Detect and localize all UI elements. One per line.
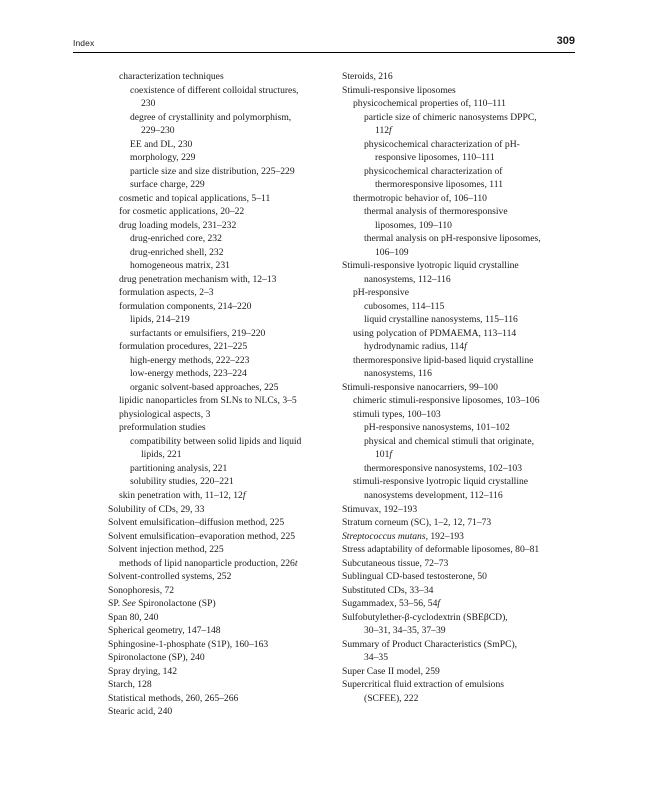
index-entry-text: 101 [375,449,390,461]
index-entry-text: nanosystems, 112–116 [364,273,451,285]
index-entry [108,97,333,111]
index-entry-text: , 192–193 [425,530,464,542]
index-entry [108,503,333,517]
locator-suffix: f [242,489,246,501]
index-entry [342,448,572,462]
index-entry [342,584,572,598]
index-entry [342,367,572,381]
index-entry [108,705,333,719]
index-entry [342,381,572,395]
index-entry [342,273,572,287]
index-entry [342,205,572,219]
index-entry-text: SP. [108,598,123,610]
index-entry [342,435,572,449]
index-entry-text: Subcutaneous tissue, 72–73 [342,557,449,569]
index-entry [342,638,572,652]
index-entry [342,489,572,503]
index-entry [108,111,333,125]
index-entry-text: Spironolactone (SP) [135,598,216,610]
index-entry-text: 112 [375,125,390,137]
index-entry-text: formulation procedures, 221–225 [119,341,248,353]
index-entry-text: physical and chemical stimuli that originate, [364,435,534,447]
index-entry-text: particle size of chimeric nanosystems DPPC, [364,111,537,123]
index-entry-text: 229–230 [141,125,175,137]
index-entry [342,570,572,584]
index-entry-text: Stearic acid, 240 [108,706,173,718]
index-entry-text: hydrodynamic radius, 114 [364,341,465,353]
running-head: Index [73,38,95,48]
index-entry-text: physicochemical characterization of [364,165,503,177]
index-entry-text: using polycation of PDMAEMA, 113–114 [353,327,517,339]
index-entry [108,692,333,706]
index-entry [108,219,333,233]
index-entry-text: thermoresponsive liposomes, 111 [375,179,503,191]
index-entry-text: lipidic nanoparticles from SLNs to NLCs, 3–5 [119,395,297,407]
index-entry [108,543,333,557]
index-entry [108,246,333,260]
index-entry-text: 30–31, 34–35, 37–39 [364,625,446,637]
index-entry-text: partitioning analysis, 221 [130,462,228,474]
index-entry [108,313,333,327]
index-entry-text: stimuli types, 100–103 [353,408,441,420]
index-entry-text: cubosomes, 114–115 [364,300,445,312]
index-entry-text: compatibility between solid lipids and liquid [130,435,302,447]
index-entry-text: nanosystems development, 112–116 [364,489,503,501]
index-entry [342,232,572,246]
index-entry-text: solubility studies, 220–221 [130,476,234,488]
index-entry-text: Stimuli-responsive liposomes [342,84,456,96]
index-entry [108,530,333,544]
index-entry-text: physicochemical characterization of pH- [364,138,520,150]
page-number: 309 [556,35,575,47]
index-entry [342,84,572,98]
index-entry-text: methods of lipid nanoparticle production, 226 [119,557,295,569]
index-entry [108,516,333,530]
index-entry-text: Spray drying, 142 [108,665,178,677]
index-entry-text: Span 80, 240 [108,611,159,623]
see-reference: See [122,598,136,610]
index-entry [108,84,333,98]
index-entry [342,259,572,273]
index-entry-text: liposomes, 109–110 [375,219,452,231]
index-entry [342,97,572,111]
index-entry [108,597,333,611]
index-entry [342,651,572,665]
index-entry-text: low-energy methods, 223–224 [130,368,247,380]
index-entry [108,340,333,354]
index-entry [108,489,333,503]
index-entry-text: homogeneous matrix, 231 [130,260,230,272]
index-entry [108,462,333,476]
index-entry-text: skin penetration with, 11–12, 12 [119,489,243,501]
index-entry-text: high-energy methods, 222–223 [130,354,250,366]
index-entry [108,408,333,422]
index-entry-text: Stimuli-responsive lyotropic liquid crystalline [342,260,519,272]
index-entry [342,462,572,476]
index-entry [342,111,572,125]
locator-suffix: f [437,598,441,610]
index-entry [108,435,333,449]
index-entry [342,354,572,368]
page-header [73,36,575,53]
index-entry-text: drug-enriched shell, 232 [130,246,224,258]
index-entry-text: 34–35 [364,652,388,664]
index-entry [342,475,572,489]
index-entry-text: drug loading models, 231–232 [119,219,237,231]
index-entry-text: pH-responsive [353,287,409,299]
index-entry [108,638,333,652]
index-entry [108,192,333,206]
index-entry-text: Summary of Product Characteristics (SmPC), [342,638,518,650]
index-entry-text: Sulfobutylether-β-cyclodextrin (SBEβCD), [342,611,508,623]
index-entry-text: thermal analysis on pH-responsive liposomes, [364,233,541,245]
index-entry [108,584,333,598]
index-entry [108,327,333,341]
index-entry [108,124,333,138]
index-entry [108,259,333,273]
index-entry-text: thermal analysis of thermoresponsive [364,206,508,218]
index-entry-text: preformulation studies [119,422,206,434]
index-entry [342,70,572,84]
index-entry-text: Sugammadex, 53–56, 54 [342,598,438,610]
index-entry [108,178,333,192]
index-entry [342,286,572,300]
index-entry [108,651,333,665]
index-entry [108,678,333,692]
index-entry-text: Solubility of CDs, 29, 33 [108,503,205,515]
locator-suffix: f [464,341,467,353]
index-entry-text: thermotropic behavior of, 106–110 [353,192,487,204]
index-entry [108,611,333,625]
index-entry [342,543,572,557]
index-entry [342,327,572,341]
index-entry [342,192,572,206]
index-entry [108,273,333,287]
index-entry [342,678,572,692]
index-entry-text: Sonophoresis, 72 [108,584,175,596]
index-entry [108,624,333,638]
index-entry [342,557,572,571]
index-entry-text: liquid crystalline nanosystems, 115–116 [364,314,518,326]
index-entry [108,448,333,462]
index-entry-text: organic solvent-based approaches, 225 [130,381,279,393]
index-entry-text: Spironolactone (SP), 240 [108,652,205,664]
index-entry-text: degree of crystallinity and polymorphism, [130,111,292,123]
index-entry-text: Sublingual CD-based testosterone, 50 [342,571,487,583]
index-entry [342,138,572,152]
index-entry-text: (SCFEE), 222 [364,692,419,704]
index-entry [108,381,333,395]
index-column-right [342,70,572,705]
index-entry-text: Solvent injection method, 225 [108,544,224,556]
index-entry-italic: Streptococcus mutans [342,530,426,542]
index-entry-text: morphology, 229 [130,152,196,164]
index-entry-text: responsive liposomes, 110–111 [375,152,495,164]
index-entry-text: cosmetic and topical applications, 5–11 [119,192,271,204]
index-entry-text: formulation aspects, 2–3 [119,287,214,299]
index-entry-text: Supercritical fluid extraction of emulsions [342,679,504,691]
index-entry [342,516,572,530]
index-entry-text: physiological aspects, 3 [119,408,211,420]
index-entry [342,219,572,233]
index-entry [342,313,572,327]
locator-suffix: f [389,449,393,461]
index-entry [342,597,572,611]
index-entry-text: drug-enriched core, 232 [130,233,222,245]
index-entry [342,611,572,625]
index-entry [108,151,333,165]
index-entry [108,570,333,584]
index-entry-text: Steroids, 216 [342,71,393,82]
index-entry [342,421,572,435]
index-entry-text: Statistical methods, 260, 265–266 [108,692,239,704]
index-entry [342,665,572,679]
index-entry [342,340,572,354]
index-entry [108,475,333,489]
index-entry [108,138,333,152]
index-entry-text: lipids, 221 [141,449,182,461]
index-entry [342,408,572,422]
index-entry [108,70,333,84]
index-entry [108,367,333,381]
index-entry [108,232,333,246]
index-entry [108,300,333,314]
index-entry [108,286,333,300]
index-entry [342,300,572,314]
index-entry-text: Solvent-controlled systems, 252 [108,571,232,583]
index-entry [342,151,572,165]
index-entry [342,165,572,179]
index-column-left [108,70,333,719]
index-entry [108,394,333,408]
index-entry [342,178,572,192]
index-entry [108,165,333,179]
index-entry-text: thermoresponsive lipid-based liquid crystalline [353,354,534,366]
index-entry [342,246,572,260]
index-entry [342,624,572,638]
index-entry-text: surfactants or emulsifiers, 219–220 [130,327,266,339]
index-entry-text: Stimuvax, 192–193 [342,503,418,515]
index-entry-text: characterization techniques [119,71,224,82]
index-entry [342,530,572,544]
index-entry-text: for cosmetic applications, 20–22 [119,206,245,218]
index-entry [342,394,572,408]
index-entry-text: Stimuli-responsive nanocarriers, 99–100 [342,381,498,393]
index-entry-text: 106–109 [375,246,409,258]
index-entry-text: 230 [141,98,156,110]
index-entry-text: stimuli-responsive lyotropic liquid crystalline [353,476,529,488]
index-entry-text: Solvent emulsification–diffusion method, 225 [108,517,285,529]
locator-suffix: t [294,557,298,569]
index-entry-text: formulation components, 214–220 [119,300,252,312]
index-entry [342,503,572,517]
index-entry-text: Stratum corneum (SC), 1–2, 12, 71–73 [342,517,492,529]
index-entry-text: drug penetration mechanism with, 12–13 [119,273,277,285]
index-entry-text: EE and DL, 230 [130,138,193,150]
index-entry [342,124,572,138]
index-entry-text: lipids, 214–219 [130,314,190,326]
index-entry-text: Stress adaptability of deformable liposomes, 80–81 [342,544,540,556]
index-entry [342,692,572,706]
index-entry-text: Substituted CDs, 33–34 [342,584,434,596]
index-entry-text: particle size and size distribution, 225–229 [130,165,295,177]
index-entry [108,205,333,219]
index-entry-text: chimeric stimuli-responsive liposomes, 103–106 [353,395,540,407]
index-entry-text: surface charge, 229 [130,179,205,191]
index-entry [108,665,333,679]
index-entry-text: pH-responsive nanosystems, 101–102 [364,422,510,434]
index-entry [108,354,333,368]
index-entry-text: physicochemical properties of, 110–111 [353,98,506,110]
index-entry-text: Sphingosine-1-phosphate (S1P), 160–163 [108,638,269,650]
index-entry-text: coexistence of different colloidal structures, [130,84,299,96]
index-entry-text: Starch, 128 [108,679,152,691]
index-entry [108,421,333,435]
locator-suffix: f [389,125,392,137]
index-entry-text: nanosystems, 116 [364,368,432,380]
index-entry-text: Spherical geometry, 147–148 [108,625,221,637]
index-entry-text: Solvent emulsification–evaporation method, 225 [108,530,296,542]
index-entry [108,557,333,571]
index-entry-text: thermoresponsive nanosystems, 102–103 [364,462,523,474]
index-entry-text: Super Case II model, 259 [342,665,440,677]
